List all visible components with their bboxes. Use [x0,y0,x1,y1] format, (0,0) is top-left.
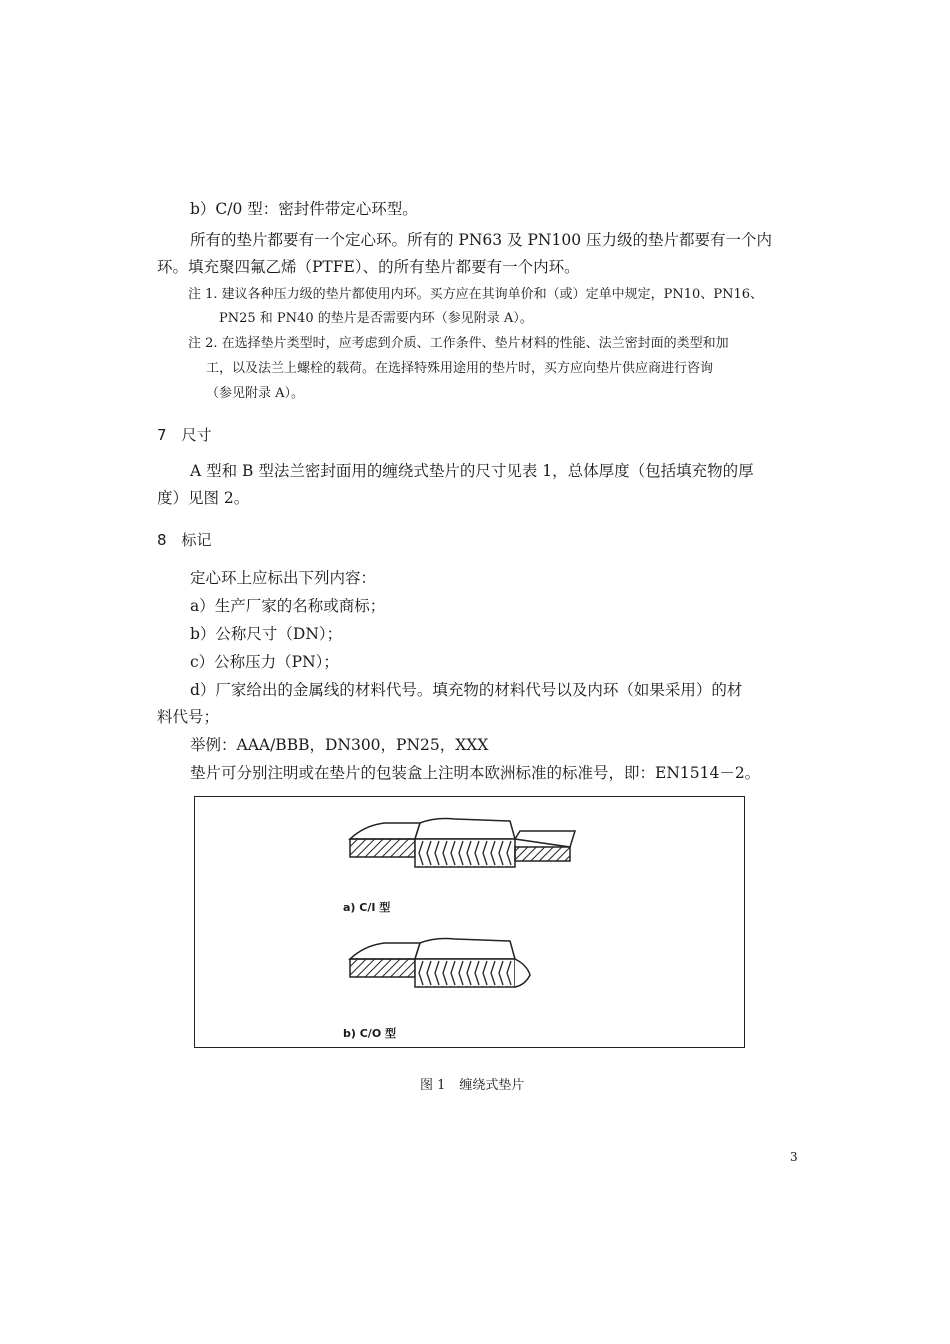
figure-label-b: b) C/O 型 [343,1027,397,1040]
figure-caption [420,1074,538,1093]
section-7-line-1: A 型和 B 型法兰密封面用的缠绕式垫片的尺寸见表 1，总体厚度（包括填充物的厚 [190,462,754,480]
note-2-line-3: （参见附录 A）。 [206,386,305,401]
section-7-heading: 7 尺寸 [157,426,212,444]
caption-text: 缠绕式垫片 [459,1078,525,1093]
standard-number-line: 垫片可分别注明或在垫片的包装盒上注明本欧洲标准的标准号，即：EN1514－2。 [190,764,761,782]
gasket-ci-illustration [345,817,585,887]
list-item-c: c）公称压力（PN）； [190,653,339,671]
figure-1-frame [194,796,745,1048]
list-item-a: a）生产厂家的名称或商标； [190,597,386,615]
section-8-intro: 定心环上应标出下列内容： [190,569,377,587]
example-line: 举例：AAA/BBB，DN300，PN25，XXX [190,736,489,754]
note-1-line-1: 注 1. 建议各种压力级的垫片都使用内环。买方应在其询单价和（或）定单中规定，PN10、PN16、 [188,287,763,302]
list-item-b: b）公称尺寸（DN）； [190,625,343,643]
list-item-d-line-2: 料代号； [157,708,220,726]
page-number: 3 [790,1150,798,1164]
section-8-heading: 8 标记 [157,531,212,549]
figure-label-a: a) C/I 型 [343,901,391,914]
caption-number: 图 1 [420,1078,446,1093]
paragraph-rings-line-1: 所有的垫片都要有一个定心环。所有的 PN63 及 PN100 压力级的垫片都要有一个内 [190,231,773,249]
paragraph-rings-line-2: 环。填充聚四氟乙烯（PTFE）、的所有垫片都要有一个内环。 [157,258,580,276]
note-1-line-2: PN25 和 PN40 的垫片是否需要内环（参见附录 A）。 [219,311,533,326]
list-item-d-line-1: d）厂家给出的金属线的材料代号。填充物的材料代号以及内环（如果采用）的材 [190,681,743,699]
note-2-line-1: 注 2. 在选择垫片类型时，应考虑到介质、工作条件、垫片材料的性能、法兰密封面的类型和加 [188,336,729,351]
gasket-co-illustration [345,937,555,1007]
type-b-description: b）C/0 型：密封件带定心环型。 [190,200,418,218]
section-7-line-2: 度）见图 2。 [157,489,250,507]
note-2-line-2: 工，以及法兰上螺栓的载荷。在选择特殊用途用的垫片时，买方应向垫片供应商进行咨询 [206,361,714,376]
